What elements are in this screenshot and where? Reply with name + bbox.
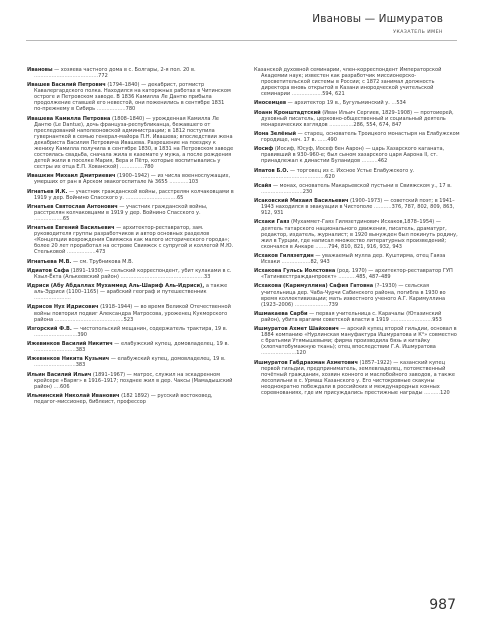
leader-dots: ........ [315, 243, 329, 250]
leader-dots: .......... [361, 158, 378, 165]
entry-description: (1891–1930) — сельский корреспондент, убит кулаками в с. Кзыл-Ёкта (Алькеевский район) [34, 267, 232, 280]
entry-description: — монах, основатель Макарьевской пустыни в Свияжском у., 17 в. [271, 182, 452, 189]
entry-description: — старец, основатель Троицкого монастыря на Елабужском городище, нач. 17 в. [261, 130, 460, 144]
leader-dots: ................................ [125, 194, 177, 201]
leader-dots: .... [53, 383, 60, 390]
index-entry [27, 116, 234, 170]
index-entry [27, 372, 234, 390]
entry-page-refs: 490 [327, 137, 337, 144]
entry-page-refs: 120 [440, 389, 450, 396]
entry-page-refs: 794, 810, 821, 916, 932, 943 [328, 243, 402, 250]
leader-dots: ............... [329, 121, 354, 128]
entry-name: Иосиф [254, 146, 274, 153]
entry-description: (Мухаммет-Гаяз Гилязетдинович Исхаков,1878–1954) — деятель татарского национального движения, писатель, драматург, редактор, издатель, журналист; в 1920 вынужден был покинуть родину, жил в Турции, где написал множество литературных произведений; скончался в Анкаре [261, 219, 458, 250]
index-entry [254, 183, 461, 195]
leader-dots: ................... [291, 91, 323, 98]
entry-description: — чистопольский мещанин, содержатель трактира, 19 в. [71, 325, 228, 332]
index-entry [27, 67, 234, 79]
index-entry [27, 268, 234, 280]
entry-description: — елабужский купец, домовладелец, 19 в. [109, 356, 226, 363]
entry-description: (1857–1922) — казанский купец первой гильдии, предприниматель, землевладелец, потомственный почётный гражданин, хозяин конного и маслобойного заводов, а также лесопильни в с. Урмаш Казанского у. Его чистокровные скакуны неоднократно побеждали в российских и международных конных соревнованиях, где им присуждались престижные награды [261, 359, 456, 396]
entry-description: — архитектор-реставратор, зам. руководителя группы разработчиков и автор основных разделов «Концепции возрождения Свияжска как малого исторического города»; более 20 лет проработал на острове Свияжск с супругой и коллегой М.Ю. Стельковой [34, 225, 234, 256]
entry-name: Ильин Василий Ильич [27, 371, 92, 378]
entry-description: — арский купец второй гильдии, основал в 1884 компанию «Нурлинская мануфактура Ишмуратова и К°» совместно с братьями Утямышевыми; фирма производила бязь и китайку (хлопчатобумажную ткань); отец впоследствии Г.А. Ишмуратова [261, 326, 457, 351]
entry-description: (1900–1973) — советский поэт; в 1941–1943 находился в эвакуации в Чистополе [261, 198, 455, 211]
entry-page-refs: 65 [176, 194, 184, 201]
entry-page-refs: 383 [75, 362, 86, 369]
index-column-left [27, 67, 234, 408]
entry-description: (1918–1944) — во время Великой Отечественной войны повторил подвиг Александра Матросова, уроженец Кукморского района [34, 304, 231, 323]
entry-description: (1794–1840) — декабрист, ротмистр Кавалергардского полка. Находился на каторжных работах в Читинском остроге и Петровском заводе. В 1836 Камилла Ле Дантю прибыла продолжение ставшей его невестой, они поженились в сентябре 1831 по-прежнему в Сибирь [34, 82, 231, 113]
entry-page-refs: 523 [123, 316, 134, 323]
leader-dots: ........................................ [34, 73, 99, 80]
index-entry [254, 219, 461, 249]
leader-dots: .......... [424, 389, 441, 396]
leader-dots: .......................... [261, 188, 303, 195]
entry-name: Ивашева Камилла Петровна [27, 115, 111, 122]
index-entry [254, 283, 461, 307]
entry-page-refs: 462 [377, 158, 388, 165]
index-entry [27, 225, 234, 255]
leader-dots: ........... [373, 204, 392, 211]
index-entry [254, 168, 461, 180]
entry-description: (род. 1970) — архитектор-реставратор ГУП «Татинвестгражданпроект» [261, 268, 453, 281]
entry-name: Исхаков Гилязетдин [254, 252, 314, 259]
index-entry [254, 360, 461, 396]
entry-description: — участник гражданской войны, расстрелян колчаковцами в 1919 у дер. Войнино Спасского у. [34, 188, 234, 201]
page-number: 987 [429, 597, 456, 613]
entry-description: — первая учительница с. Карачалы (Ютазинский район), убита врагами советской власти в 1919 [261, 310, 442, 323]
entry-description: — елабужский купец, домовладелец, 19 в. [112, 341, 230, 348]
entry-description: (Иосиф, Юсуф, Иосеф бен Аарон) — царь Хазарского каганата, правивший в 930–960-е; был сыном хазарского царя Аарона II, ст. принадлежал к династии Буланидов [261, 146, 445, 165]
index-entry [254, 110, 461, 128]
entry-page-refs: 390 [77, 331, 87, 338]
index-entry [27, 259, 234, 265]
index-entry [27, 393, 234, 405]
entry-name: Идрисов Нух Идрисович [27, 304, 99, 311]
leader-dots: ... [391, 100, 397, 107]
entry-page-refs: 739 [328, 301, 339, 308]
page-header [0, 0, 487, 62]
entry-description: — см. Трубникова М.В. [71, 258, 134, 265]
index-entry [254, 100, 461, 106]
entry-name: Изгорский Ф.В. [27, 325, 72, 332]
entry-name: Ипатов Б.О. [254, 167, 289, 174]
leader-dots: ........... [338, 274, 356, 281]
leader-dots: ........................................... [54, 316, 124, 323]
entry-description: — торговец из с. Ихсное Устье Елабужского у. [288, 167, 415, 174]
entry-name: Исхакова Гульсь Иолстовна [254, 268, 336, 275]
index-entry [27, 189, 234, 201]
entry-description: — архитектор 19 в., Бугульминский у. [286, 100, 392, 107]
leader-dots: ........................... [34, 331, 78, 338]
entry-name: Исхаки Гаяз [254, 219, 290, 226]
entry-name: Ильминский Николай Иванович [27, 392, 120, 399]
entry-page-refs: 534 [396, 100, 406, 107]
entry-description: — уважаемый мулла дер. Куштирма, отец Гаяза Исхаки [261, 252, 446, 265]
entry-name: Ижевинков Никита Кузьмич [27, 356, 110, 363]
entry-name: Ивашкин Михаил Дмитриевич [27, 173, 116, 180]
leader-dots: .................. [96, 106, 126, 113]
entry-description: Казанской духовной семинарии, член-корреспондент Императорской Академии наук; известен как разработчик миссионерско-просветительской системы в России; с 1872 занимал должность директора вновь открытой в Казани инородческой учительской семинарии [254, 67, 442, 98]
index-entry [27, 356, 234, 368]
index-entry [254, 67, 461, 97]
index-entry [254, 146, 461, 164]
entry-description: — участник гражданской войны, расстрелян колчаковцами в 1919 у дер. Войнино Спасского у. [34, 203, 208, 216]
entry-description: (1900–1942) — из числа военнослужащих, умерших от ран в Арском эвакогоспитале № 3655 [34, 173, 231, 186]
leader-dots: .......................... [34, 347, 76, 354]
entry-page-refs: 953 [432, 316, 442, 323]
leader-dots: .................. [66, 249, 96, 256]
entry-description: (1891–1967) — матрос, служил на эскадренном крейсере «Варяг» в 1916–1917; позднее жил в дер. Чаксы (Мамадышский район) [34, 371, 233, 390]
leader-dots: ............... [119, 164, 144, 171]
index-entry [27, 82, 234, 112]
index-entry [27, 173, 234, 185]
entry-name: Иона Зелёный [254, 130, 297, 137]
entry-name: Ишмуратов Ахмет Шайхович [254, 326, 339, 333]
index-entry [27, 341, 234, 353]
entry-description: (182 1892) — русский востоковед, педагог-миссионер, библеист, профессор [34, 392, 213, 406]
entry-name: Игнатьев Евгений Васильевич [27, 225, 115, 232]
entry-page-refs: 376, 787, 802, 809, 863, 912, 931 [261, 204, 455, 217]
entry-page-refs: 620 [325, 173, 335, 180]
entry-page-refs: 230 [302, 188, 313, 195]
index-entry [254, 253, 461, 265]
leader-dots: ....................... [34, 295, 71, 302]
index-entry [254, 131, 461, 143]
entry-page-refs: 473 [95, 249, 106, 256]
entry-page-refs: 383 [75, 347, 86, 354]
leader-dots: ..................... [294, 301, 329, 308]
entry-name: Игнатьев Святослав Антонович [27, 203, 118, 210]
entry-name: Исаковский Михаил Васильевич [254, 198, 349, 205]
entry-page-refs: 286, 554, 674, 847 [353, 121, 402, 128]
entry-description: (?–1930) — сельская учительница дер. Чаба-Чурчи Сабинского района, погибла в 1930 во время коллективизации; мать известного ученого А.Г. Каримуллина (1923–2006) [261, 283, 446, 308]
entry-page-refs: 103 [188, 179, 199, 186]
index-entry [27, 304, 234, 322]
entry-name: Иносемцев [254, 100, 287, 107]
leader-dots: .................. [281, 258, 311, 265]
leader-dots: ........................................ [261, 173, 326, 180]
entry-description: (Иван Ильич Сергиев, 1829–1908) — протоиерей, духовный писатель, церковно-общественный и социальный деятель монархических взглядов [261, 109, 454, 128]
entry-page-refs: 485, 487–489 [356, 274, 391, 281]
header-rule [26, 40, 457, 41]
index-entry [27, 326, 234, 338]
leader-dots: ...... [317, 137, 328, 144]
index-entry [27, 283, 234, 301]
leader-dots: .......................... [390, 316, 433, 323]
running-subtitle: УКАЗАТЕЛЬ ИМЕН [393, 30, 443, 35]
entry-name: Ишмуратов Габдрахман Ахметович [254, 359, 358, 366]
entry-page-refs: 772 [98, 73, 108, 80]
index-entry [254, 326, 461, 356]
entry-name: Идиатов Сафа [27, 267, 70, 274]
running-title: Ивановы — Ишмуратов [312, 13, 443, 25]
entry-name: Игнатьев И.К. [27, 188, 68, 195]
entry-page-refs: 780 [125, 106, 136, 113]
entry-name: Ивашев Василий Петрович [27, 82, 106, 89]
entry-name: Иоанн Кронштадтский [254, 109, 321, 116]
entry-name: Ишмакаева Сарби [254, 310, 308, 317]
entry-page-refs: 780 [143, 164, 154, 171]
index-column-right [254, 67, 461, 399]
entry-page-refs: 82, 943 [310, 258, 330, 265]
leader-dots: .................................................... [120, 273, 204, 280]
entry-page-refs: 65 [62, 215, 70, 222]
index-entry [27, 204, 234, 222]
leader-dots: .................. [34, 215, 63, 222]
entry-description: (1808–1840) — урожденная Камилла Ле Дантю (Le Dantue), дочь француза-республиканца, бежавшего от преследований наполеоновской администрации; в 1812 поступила гувернанткой в семью генерал-майора П.Н. Ивашева; впоследствии жена декабриста Василия Петровича Ивашева. Разрешение на поездку к жениху Камилла получила в сентябре 1830, в 1831 на Петровском заводе состоялась свадьба, сначала жила в каземате у мужа, а после рождения детей жили в поселке Мария, Вера и Пётр, которые воспитывались у сестры их отца Е.П. Хованской) [34, 115, 234, 171]
index-entry [254, 198, 461, 216]
index-entry [254, 311, 461, 323]
entry-name: Ивановы [27, 67, 53, 73]
entry-page-refs: 606 [59, 383, 70, 390]
leader-dots: ...................... [261, 350, 297, 357]
index-entry [254, 268, 461, 280]
entry-page-refs: 120 [296, 350, 306, 357]
leader-dots: .......................... [34, 362, 76, 369]
entry-name: Исайя [254, 182, 272, 189]
entry-description: а также аль-Эдриси (1100–1165) — арабский географ и путешественник [34, 283, 228, 296]
entry-description: — хозяева частного дома в с. Болгары, 2-я пол. 20 в. [52, 67, 196, 73]
entry-name: Идриси (Абу Абдаллах Мухаммед Аль-Шариф Аль-Идриси), [27, 283, 205, 290]
entry-page-refs: 594, 621 [322, 91, 345, 98]
entry-name: Исхакова (Каримуллина) Сафия Гатовна [254, 283, 374, 290]
entry-name: Ижевинков Василий Никитич [27, 341, 113, 348]
leader-dots: ............ [169, 179, 189, 186]
entry-page-refs: 33 [203, 273, 211, 280]
entry-name: Игнатьева М.В. [27, 258, 72, 265]
